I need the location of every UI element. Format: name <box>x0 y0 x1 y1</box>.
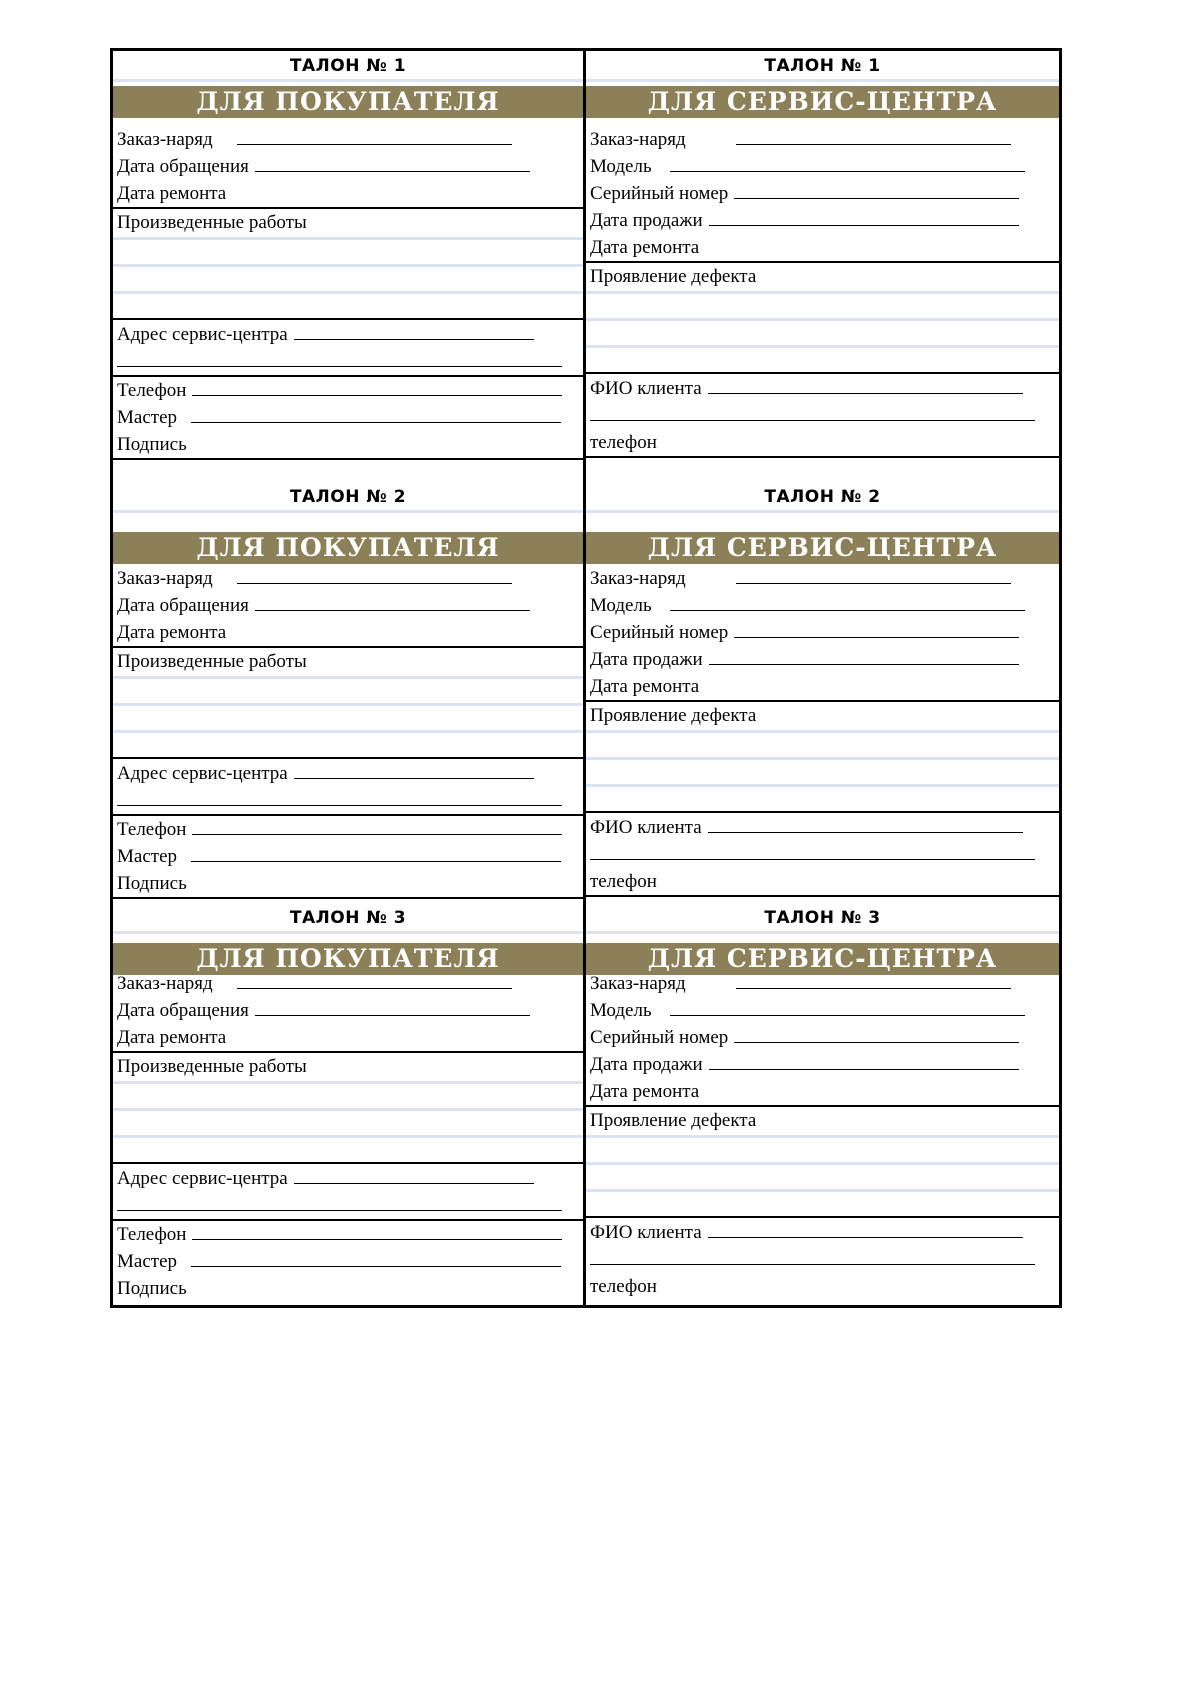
signature-field-label: Подпись <box>117 434 187 455</box>
repair-date-field[interactable] <box>113 180 583 207</box>
order-number-field[interactable] <box>586 565 1059 592</box>
sale-date-field[interactable] <box>586 207 1059 234</box>
guide-line <box>586 1135 1059 1138</box>
serial-number-field-label: Серийный номер <box>590 1027 729 1048</box>
phone-field-label: Телефон <box>117 380 187 401</box>
section-divider <box>113 897 583 899</box>
client-name-field[interactable] <box>586 1219 1059 1246</box>
client-name-field-label: ФИО клиента <box>590 378 702 399</box>
phone-field[interactable] <box>113 377 583 404</box>
request-date-field-label: Дата обращения <box>117 156 249 177</box>
client-blank[interactable] <box>590 1246 1035 1265</box>
order-number-field-blank[interactable] <box>237 970 512 989</box>
client-name-field[interactable] <box>586 814 1059 841</box>
request-date-field-blank[interactable] <box>255 153 530 172</box>
serial-number-field-blank[interactable] <box>734 1024 1019 1043</box>
phone-field-label: Телефон <box>117 819 187 840</box>
client-phone-field[interactable] <box>586 429 1059 456</box>
section-divider <box>586 372 1059 374</box>
order-number-field-blank[interactable] <box>736 970 1011 989</box>
coupon-sheet <box>110 48 1062 1308</box>
section-divider <box>113 318 583 320</box>
defect-field[interactable] <box>586 263 1059 290</box>
guide-line <box>113 79 583 82</box>
service-address-continuation[interactable] <box>113 787 583 814</box>
client-name-field-blank[interactable] <box>708 375 1023 394</box>
address-blank[interactable] <box>117 348 562 367</box>
order-number-field-blank[interactable] <box>736 126 1011 145</box>
signature-field[interactable] <box>113 870 583 897</box>
model-field-blank[interactable] <box>670 997 1025 1016</box>
model-field[interactable] <box>586 592 1059 619</box>
client-blank[interactable] <box>590 402 1035 421</box>
model-field[interactable] <box>586 153 1059 180</box>
phone-field-blank[interactable] <box>192 1221 562 1240</box>
order-number-field[interactable] <box>113 126 583 153</box>
repair-date-field-label: Дата ремонта <box>117 622 227 643</box>
performed-works-field[interactable] <box>113 1053 583 1080</box>
sale-date-field[interactable] <box>586 1051 1059 1078</box>
section-divider <box>586 1216 1059 1218</box>
guide-line <box>113 676 583 679</box>
service-address-field[interactable] <box>113 760 583 787</box>
order-number-field-blank[interactable] <box>736 565 1011 584</box>
master-field-label: Мастер <box>117 407 177 428</box>
phone-field[interactable] <box>113 816 583 843</box>
client-name-field[interactable] <box>586 375 1059 402</box>
serial-number-field[interactable] <box>586 619 1059 646</box>
repair-date-field[interactable] <box>586 1078 1059 1105</box>
guide-line <box>113 264 583 267</box>
coupon-title: ТАЛОН № 2 <box>289 487 407 507</box>
phone-field[interactable] <box>113 1221 583 1248</box>
serial-number-field-blank[interactable] <box>734 180 1019 199</box>
repair-date-field[interactable] <box>586 673 1059 700</box>
guide-line <box>586 757 1059 760</box>
performed-works-field[interactable] <box>113 209 583 236</box>
sale-date-field-label: Дата продажи <box>590 649 703 670</box>
performed-works-field[interactable] <box>113 648 583 675</box>
client-phone-field-label: телефон <box>590 432 657 453</box>
serial-number-field[interactable] <box>586 180 1059 207</box>
address-blank[interactable] <box>117 787 562 806</box>
master-field[interactable] <box>113 843 583 870</box>
sale-date-field-blank[interactable] <box>709 646 1019 665</box>
coupon-title: ТАЛОН № 3 <box>289 908 407 928</box>
client-phone-field-label: телефон <box>590 1276 657 1297</box>
guide-line <box>113 1135 583 1138</box>
master-field[interactable] <box>113 404 583 431</box>
client-name-continuation[interactable] <box>586 402 1059 429</box>
model-field-label: Модель <box>590 595 652 616</box>
request-date-field[interactable] <box>113 592 583 619</box>
client-name-continuation[interactable] <box>586 841 1059 868</box>
service-address-field-label: Адрес сервис-центра <box>117 324 288 345</box>
defect-field[interactable] <box>586 1107 1059 1134</box>
order-number-field-blank[interactable] <box>237 565 512 584</box>
request-date-field-blank[interactable] <box>255 997 530 1016</box>
service-address-field-blank[interactable] <box>294 1165 534 1184</box>
model-field-blank[interactable] <box>670 592 1025 611</box>
master-field-label: Мастер <box>117 1251 177 1272</box>
service-address-field-blank[interactable] <box>294 760 534 779</box>
section-divider <box>586 811 1059 813</box>
request-date-field-blank[interactable] <box>255 592 530 611</box>
coupon-title: ТАЛОН № 3 <box>764 908 881 928</box>
guide-line <box>586 730 1059 733</box>
client-name-field-blank[interactable] <box>708 814 1023 833</box>
serial-number-field-blank[interactable] <box>734 619 1019 638</box>
repair-date-field[interactable] <box>113 619 583 646</box>
order-number-field[interactable] <box>586 970 1059 997</box>
sale-date-field-blank[interactable] <box>709 1051 1019 1070</box>
order-number-field-blank[interactable] <box>237 126 512 145</box>
guide-line <box>586 345 1059 348</box>
order-number-field[interactable] <box>586 126 1059 153</box>
section-divider <box>586 895 1059 897</box>
service-band: ДЛЯ СЕРВИС-ЦЕНТРА <box>586 86 1059 118</box>
defect-field-label: Проявление дефекта <box>590 1110 757 1131</box>
client-phone-field[interactable] <box>586 868 1059 895</box>
repair-date-field-label: Дата ремонта <box>590 1081 700 1102</box>
performed-works-field-label: Произведенные работы <box>117 212 307 233</box>
request-date-field-label: Дата обращения <box>117 595 249 616</box>
guide-line <box>586 1189 1059 1192</box>
buyer-band: ДЛЯ ПОКУПАТЕЛЯ <box>113 86 583 118</box>
buyer-column <box>113 51 586 1305</box>
guide-line <box>113 1081 583 1084</box>
guide-line <box>586 291 1059 294</box>
service-address-field-label: Адрес сервис-центра <box>117 1168 288 1189</box>
section-divider <box>586 456 1059 458</box>
master-field-blank[interactable] <box>191 843 561 862</box>
signature-field[interactable] <box>113 431 583 458</box>
signature-field-label: Подпись <box>117 873 187 894</box>
guide-line <box>113 510 583 513</box>
service-address-field[interactable] <box>113 1165 583 1192</box>
guide-line <box>586 318 1059 321</box>
sale-date-field[interactable] <box>586 646 1059 673</box>
buyer-band: ДЛЯ ПОКУПАТЕЛЯ <box>113 943 583 975</box>
phone-field-blank[interactable] <box>192 377 562 396</box>
repair-date-field-label: Дата ремонта <box>590 237 700 258</box>
defect-field[interactable] <box>586 702 1059 729</box>
order-number-field-label: Заказ-наряд <box>117 568 213 589</box>
guide-line <box>113 237 583 240</box>
model-field-label: Модель <box>590 1000 652 1021</box>
defect-field-label: Проявление дефекта <box>590 266 757 287</box>
request-date-field-label: Дата обращения <box>117 1000 249 1021</box>
guide-line <box>113 730 583 733</box>
client-blank[interactable] <box>590 841 1035 860</box>
section-divider <box>113 1162 583 1164</box>
defect-field-label: Проявление дефекта <box>590 705 757 726</box>
master-field-blank[interactable] <box>191 1248 561 1267</box>
sale-date-field-label: Дата продажи <box>590 210 703 231</box>
guide-line <box>586 1162 1059 1165</box>
order-number-field[interactable] <box>113 565 583 592</box>
section-divider <box>113 458 583 460</box>
guide-line <box>113 291 583 294</box>
guide-line <box>113 1108 583 1111</box>
service-band: ДЛЯ СЕРВИС-ЦЕНТРА <box>586 943 1059 975</box>
client-name-field-label: ФИО клиента <box>590 817 702 838</box>
service-address-continuation[interactable] <box>113 348 583 375</box>
performed-works-field-label: Произведенные работы <box>117 651 307 672</box>
buyer-band: ДЛЯ ПОКУПАТЕЛЯ <box>113 532 583 564</box>
coupon-title: ТАЛОН № 1 <box>764 56 881 76</box>
order-number-field-label: Заказ-наряд <box>590 973 686 994</box>
order-number-field-label: Заказ-наряд <box>590 568 686 589</box>
signature-field[interactable] <box>113 1275 583 1302</box>
signature-field-label: Подпись <box>117 1278 187 1299</box>
order-number-field-label: Заказ-наряд <box>117 973 213 994</box>
phone-field-label: Телефон <box>117 1224 187 1245</box>
guide-line <box>586 784 1059 787</box>
model-field-blank[interactable] <box>670 153 1025 172</box>
service-address-field-blank[interactable] <box>294 321 534 340</box>
sale-date-field-blank[interactable] <box>709 207 1019 226</box>
model-field-label: Модель <box>590 156 652 177</box>
guide-line <box>113 931 583 934</box>
request-date-field[interactable] <box>113 153 583 180</box>
repair-date-field[interactable] <box>113 1024 583 1051</box>
client-name-continuation[interactable] <box>586 1246 1059 1273</box>
service-address-continuation[interactable] <box>113 1192 583 1219</box>
guide-line <box>586 931 1059 934</box>
model-field[interactable] <box>586 997 1059 1024</box>
master-field-label: Мастер <box>117 846 177 867</box>
client-phone-field-label: телефон <box>590 871 657 892</box>
performed-works-field-label: Произведенные работы <box>117 1056 307 1077</box>
order-number-field[interactable] <box>113 970 583 997</box>
service-column <box>586 51 1059 1305</box>
coupon-title: ТАЛОН № 2 <box>764 487 881 507</box>
order-number-field-label: Заказ-наряд <box>590 129 686 150</box>
address-blank[interactable] <box>117 1192 562 1211</box>
guide-line <box>113 703 583 706</box>
phone-field-blank[interactable] <box>192 816 562 835</box>
section-divider <box>113 757 583 759</box>
request-date-field[interactable] <box>113 997 583 1024</box>
coupon-title: ТАЛОН № 1 <box>289 56 407 76</box>
serial-number-field[interactable] <box>586 1024 1059 1051</box>
service-band: ДЛЯ СЕРВИС-ЦЕНТРА <box>586 532 1059 564</box>
repair-date-field-label: Дата ремонта <box>590 676 700 697</box>
guide-line <box>586 510 1059 513</box>
serial-number-field-label: Серийный номер <box>590 183 729 204</box>
guide-line <box>586 79 1059 82</box>
client-phone-field[interactable] <box>586 1273 1059 1300</box>
serial-number-field-label: Серийный номер <box>590 622 729 643</box>
repair-date-field-label: Дата ремонта <box>117 183 227 204</box>
master-field[interactable] <box>113 1248 583 1275</box>
repair-date-field-label: Дата ремонта <box>117 1027 227 1048</box>
sale-date-field-label: Дата продажи <box>590 1054 703 1075</box>
repair-date-field[interactable] <box>586 234 1059 261</box>
master-field-blank[interactable] <box>191 404 561 423</box>
order-number-field-label: Заказ-наряд <box>117 129 213 150</box>
service-address-field-label: Адрес сервис-центра <box>117 763 288 784</box>
client-name-field-label: ФИО клиента <box>590 1222 702 1243</box>
service-address-field[interactable] <box>113 321 583 348</box>
client-name-field-blank[interactable] <box>708 1219 1023 1238</box>
